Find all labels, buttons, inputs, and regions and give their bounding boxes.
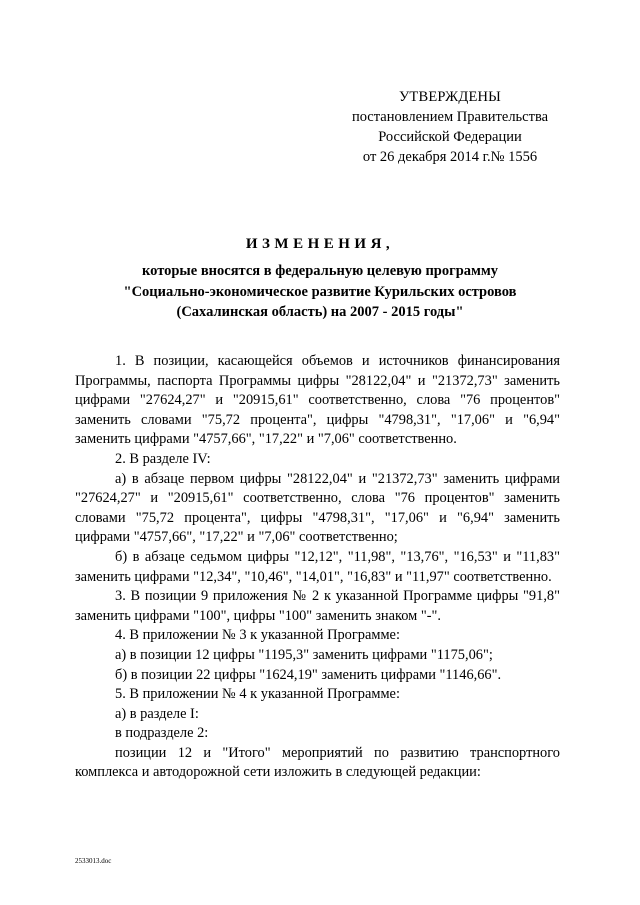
paragraph-2b: б) в абзаце седьмом цифры "12,12", "11,98", "13,76", "16,53" и "11,83" заменить цифрами "12,34", "10,46", "14,01", "16,83" и "11,97" соответственно.: [75, 548, 560, 585]
file-footer: 2533013.doc: [75, 857, 112, 865]
approval-date-line: [330, 147, 570, 167]
subtitle-line-1: которые вносятся в федеральную целевую программу: [141, 263, 499, 279]
approval-number: № 1556: [490, 149, 538, 165]
paragraph-5a-positions: позиции 12 и "Итого" мероприятий по развитию транспортного комплекса и автодорожной сети изложить в следующей редакции:: [75, 744, 560, 781]
paragraph-5a-sub: в подразделе 2:: [115, 725, 209, 742]
approval-date: от 26 декабря 2014 г.: [362, 149, 491, 165]
paragraph-4: 4. В приложении № 3 к указанной Программе:: [115, 627, 400, 644]
paragraph-2: 2. В разделе IV:: [115, 450, 211, 467]
paragraph-3: 3. В позиции 9 приложения № 2 к указанной Программе цифры "91,8" заменить цифрами "100", цифры "100" заменить знаком "-".: [75, 588, 560, 624]
document-subtitle: [60, 261, 580, 323]
paragraph-5: 5. В приложении № 4 к указанной Программе:: [115, 686, 400, 703]
approval-block: [330, 87, 570, 167]
approval-line-2: Российской Федерации: [378, 129, 522, 145]
subtitle-line-3: (Сахалинская область) на 2007 - 2015 годы": [176, 304, 464, 320]
paragraph-4b: б) в позиции 22 цифры "1624,19" заменить цифрами "1146,66".: [115, 666, 502, 683]
paragraph-5a: а) в разделе I:: [115, 705, 199, 722]
paragraph-2a: а) в абзаце первом цифры "28122,04" и "21372,73" заменить цифрами "27624,27" и "20915,61" соответственно, слова "76 процентов" заменить словами "75,72 процента", цифры "4798,31", "17,06" и "6,94" заменить цифрами "4757,66", "17,22" и "7,06" соответственно;: [75, 470, 560, 546]
document-body: [75, 352, 560, 783]
document-title: ИЗМЕНЕНИЯ,: [245, 236, 395, 252]
subtitle-line-2: "Социально-экономическое развитие Курильских островов: [123, 283, 517, 300]
approval-heading: УТВЕРЖДЕНЫ: [398, 89, 502, 105]
approval-line-1: постановлением Правительства: [351, 109, 549, 125]
paragraph-1: 1. В позиции, касающейся объемов и источников финансирования Программы, паспорта Программы цифры "28122,04" и "21372,73" заменить цифрами "27624,27" и "20915,61" соответственно, слова "76 процентов" заменить словами "75,72 процента", цифры "4798,31", "17,06" и "6,94" заменить цифрами "4757,66", "17,22" и "7,06" соответственно.: [75, 353, 560, 448]
paragraph-4a: а) в позиции 12 цифры "1195,3" заменить цифрами "1175,06";: [115, 646, 493, 663]
